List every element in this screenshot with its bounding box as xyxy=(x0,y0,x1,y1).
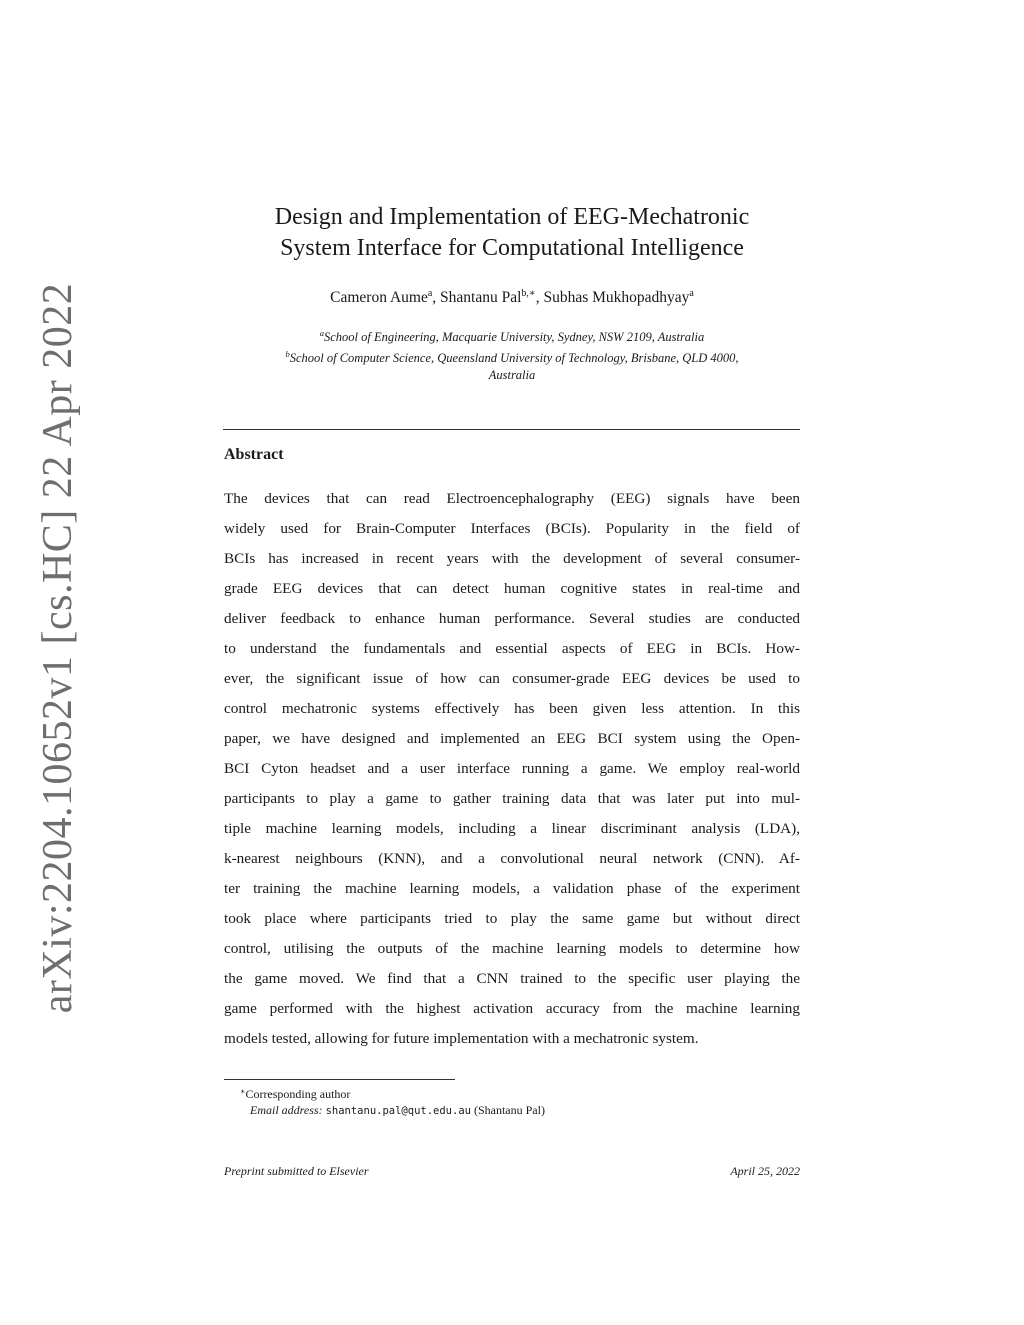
abstract-line: took place where participants tried to play the same game but without direct xyxy=(224,910,800,927)
abstract-line: deliver feedback to enhance human performance. Several studies are conducted xyxy=(224,610,800,627)
abstract-line: ever, the significant issue of how can consumer-grade EEG devices be used to xyxy=(224,670,800,687)
footnote xyxy=(240,1084,545,1119)
arxiv-identifier: arXiv:2204.10652v1 [cs.HC] 22 Apr 2022 xyxy=(35,282,81,1014)
abstract-line: the game moved. We find that a CNN trained to the specific user playing the xyxy=(224,970,800,987)
abstract-line: control mechatronic systems effectively has been given less attention. In this xyxy=(224,700,800,717)
abstract-line: grade EEG devices that can detect human cognitive states in real-time and xyxy=(224,580,800,597)
abstract-line: paper, we have designed and implemented an EEG BCI system using the Open- xyxy=(224,730,800,747)
abstract-line: The devices that can read Electroencephalography (EEG) signals have been xyxy=(224,490,800,507)
footer-date: April 25, 2022 xyxy=(730,1164,800,1178)
affiliation-b-continued: Australia xyxy=(488,368,536,382)
abstract-line: game performed with the highest activation accuracy from the machine learning xyxy=(224,1000,800,1017)
author-separator: , xyxy=(535,289,544,306)
author-name: Shantanu Pal xyxy=(440,289,522,306)
abstract-line: tiple machine learning models, including a linear discriminant analysis (LDA), xyxy=(224,820,800,837)
author-affil-mark: a xyxy=(427,288,433,299)
abstract-line: ter training the machine learning models, a validation phase of the experiment xyxy=(224,880,800,897)
abstract-line: widely used for Brain-Computer Interfaces (BCIs). Popularity in the field of xyxy=(224,520,800,537)
affiliations xyxy=(0,325,1024,384)
abstract-line: models tested, allowing for future implementation with a mechatronic system. xyxy=(224,1030,699,1047)
footer-preprint: Preprint submitted to Elsevier xyxy=(224,1164,369,1178)
author-list xyxy=(0,288,1024,307)
paper-title xyxy=(0,202,1024,264)
abstract-line: participants to play a game to gather training data that was later put into mul- xyxy=(224,790,800,807)
footnote-divider xyxy=(224,1079,455,1080)
footnote-email: Email address: shantanu.pal@qut.edu.au (Shantanu Pal) xyxy=(250,1103,545,1117)
author-name: Subhas Mukhopadhyay xyxy=(543,289,690,306)
title-line: System Interface for Computational Intelligence xyxy=(280,235,744,261)
abstract-line: control, utilising the outputs of the machine learning models to determine how xyxy=(224,940,800,957)
author-affil-mark: a xyxy=(689,288,694,299)
affiliation-a: $^a$School of Engineering, Macquarie University, Sydney, NSW 2109, Australia xyxy=(319,328,705,344)
footnote-corresponding: ∗Corresponding author xyxy=(240,1087,351,1101)
abstract-line: BCIs has increased in recent years with the development of several consumer- xyxy=(224,550,800,567)
title-line: Design and Implementation of EEG-Mechatronic xyxy=(274,204,750,230)
author-separator: , xyxy=(432,289,441,306)
abstract-divider xyxy=(223,429,800,430)
email-address[interactable]: shantanu.pal@qut.edu.au xyxy=(325,1105,471,1117)
abstract-line: to understand the fundamentals and essential aspects of EEG in BCIs. How- xyxy=(224,640,800,657)
abstract-line: k-nearest neighbours (KNN), and a convolutional neural network (CNN). Af- xyxy=(224,850,800,867)
abstract-heading: Abstract xyxy=(224,446,284,463)
author-affil-mark: b,∗ xyxy=(521,288,536,299)
abstract-body xyxy=(224,484,800,1054)
abstract-line: BCI Cyton headset and a user interface running a game. We employ real-world xyxy=(224,760,800,777)
affiliation-b: $^b$School of Computer Science, Queensland University of Technology, Brisbane, QLD 4000, xyxy=(285,349,739,365)
author-name: Cameron Aume xyxy=(330,289,428,306)
